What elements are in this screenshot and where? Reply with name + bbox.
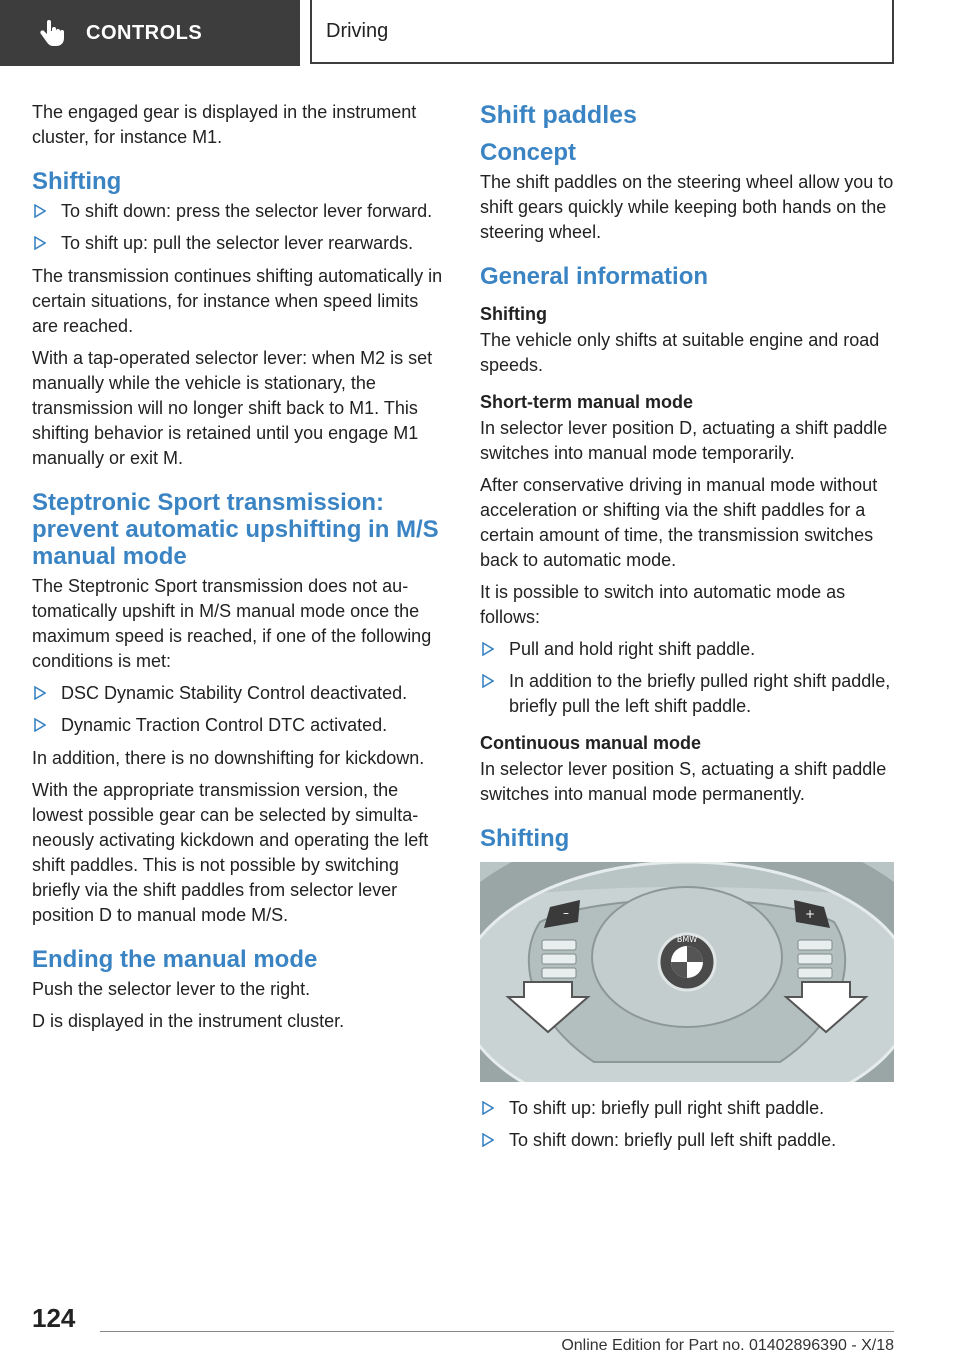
- condition-list: [32, 681, 446, 738]
- triangle-bullet-icon: [34, 204, 46, 218]
- page-number: 124: [32, 1303, 76, 1333]
- triangle-bullet-icon: [34, 718, 46, 732]
- triangle-bullet-icon: [482, 674, 494, 688]
- triangle-bullet-icon: [34, 236, 46, 250]
- svg-text:–: –: [563, 906, 569, 920]
- paragraph: Push the selector lever to the right.: [32, 979, 311, 999]
- triangle-bullet-icon: [482, 642, 494, 656]
- subheading-continuous: Continuous manual mode: [480, 733, 702, 753]
- section-heading-shifting-2: Shifting: [480, 825, 570, 852]
- list-item: Dynamic Traction Control DTC activated.: [32, 713, 446, 738]
- paragraph: In selector lever position S, actuating a shift paddle switches into manual mode permanently.: [480, 759, 887, 804]
- paragraph: The Steptronic Sport transmission does not automatically upshift in M/S manual mode once the maximum speed is reached, if one of the following conditions is met:: [32, 576, 432, 671]
- section-heading-ending: Ending the manual mode: [32, 946, 318, 973]
- paragraph: D is displayed in the instrument cluster.: [32, 1011, 345, 1031]
- steering-wheel-illustration: [480, 862, 894, 1082]
- shift-list: [32, 199, 446, 256]
- hand-pointer-icon: [38, 19, 66, 47]
- header-chapter-label: Driving: [326, 19, 389, 42]
- paddle-list: [480, 1096, 894, 1153]
- right-button-stack: [798, 940, 832, 978]
- header-chapter-tab: [310, 0, 894, 64]
- paragraph: With the appropriate transmission version, the lowest possible gear can be selected by simultaneously activating kickdown and operating the left shift paddles. This is not possible by switching briefly via the shift paddles from selector lever position D to manual mode M/S.: [32, 780, 429, 925]
- paragraph: The engaged gear is displayed in the instrument cluster, for instance M1.: [32, 102, 417, 147]
- paragraph: The transmission continues shifting automatically in certain situations, for instance when speed limits are reached.: [32, 266, 443, 336]
- left-column: [32, 100, 446, 1041]
- section-heading-steptronic: Steptronic Sport transmission: prevent automatic upshifting in M/S manual mode: [32, 489, 439, 570]
- section-heading-concept: Concept: [480, 139, 576, 166]
- paragraph: After conservative driving in manual mode without acceleration or shifting via the shift paddles for a certain amount of time, the transmission switches back to automatic mode.: [480, 475, 878, 570]
- right-column: [480, 100, 894, 1161]
- paragraph: The shift paddles on the steering wheel allow you to shift gears quickly while keeping both hands on the steering wheel.: [480, 172, 894, 242]
- triangle-bullet-icon: [482, 1133, 494, 1147]
- triangle-bullet-icon: [482, 1101, 494, 1115]
- list-item: DSC Dynamic Stability Control deactivated.: [32, 681, 446, 706]
- paragraph: The vehicle only shifts at suitable engine and road speeds.: [480, 330, 880, 375]
- triangle-bullet-icon: [34, 686, 46, 700]
- steering-wheel-drawing: [480, 862, 894, 1082]
- paragraph: It is possible to switch into automatic mode as follows:: [480, 582, 846, 627]
- svg-text:BMW: BMW: [676, 935, 698, 944]
- list-item: To shift down: press the selector lever forward.: [32, 199, 446, 224]
- left-button-stack: [542, 940, 576, 978]
- list-item: To shift up: briefly pull right shift paddle.: [480, 1096, 894, 1121]
- list-item: To shift down: briefly pull left shift paddle.: [480, 1128, 894, 1153]
- chapter-heading-shift-paddles: Shift paddles: [480, 101, 637, 129]
- header-section-label: CONTROLS: [86, 21, 203, 44]
- section-heading-general: General information: [480, 263, 709, 290]
- svg-text:+: +: [804, 907, 816, 921]
- footer-divider: [100, 1331, 894, 1332]
- paragraph: In selector lever position D, actuating a shift paddle switches into manual mode temporarily.: [480, 418, 888, 463]
- header-section-tab: [0, 0, 300, 66]
- bmw-logo-icon: [659, 934, 715, 990]
- paragraph: In addition, there is no downshifting for kickdown.: [32, 748, 425, 768]
- auto-mode-list: [480, 637, 894, 719]
- list-item: Pull and hold right shift paddle.: [480, 637, 894, 662]
- subheading-short-term: Short-term manual mode: [480, 392, 694, 412]
- paragraph: With a tap-operated selector lever: when M2 is set manually while the vehicle is stationary, the transmission will no longer shift back to M1. This shifting behavior is retained until you engage M1 manually or exit M.: [32, 348, 433, 468]
- footer-edition: Online Edition for Part no. 01402896390 - X/18: [561, 1337, 894, 1354]
- list-item: To shift up: pull the selector lever rearwards.: [32, 231, 446, 256]
- subheading-shifting: Shifting: [480, 304, 547, 324]
- list-item: In addition to the briefly pulled right shift paddle, briefly pull the left shift paddle.: [480, 669, 894, 719]
- section-heading-shifting: Shifting: [32, 168, 122, 195]
